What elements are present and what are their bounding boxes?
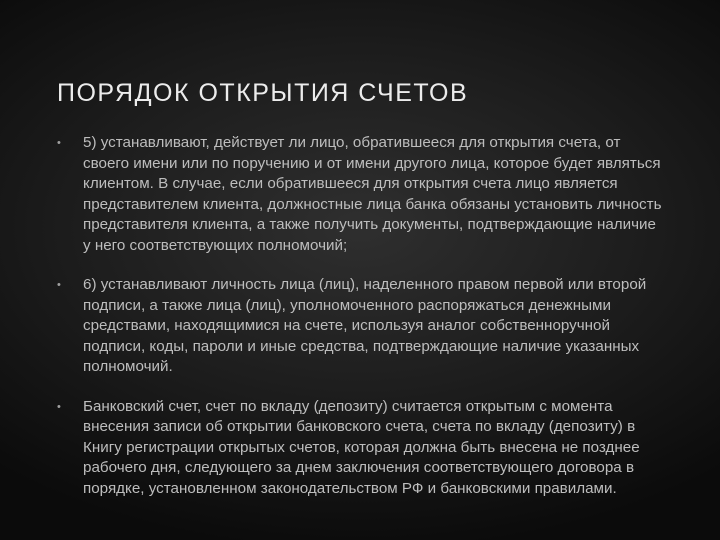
bullet-text: 5) устанавливают, действует ли лицо, обратившееся для открытия счета, от своего имени или по поручению и от имени другого лица, которое будет являться клиентом. В случае, если обратившееся для открытия счета лицо является представителем клиента, должностные лица банка обязаны установить личность представителя клиента, а также получить документы, подтверждающие наличие у него соответствующих полномочий; [83, 134, 662, 254]
slide-title: ПОРЯДОК ОТКРЫТИЯ СЧЕТОВ [57, 79, 469, 107]
bullet-dot-icon: • [57, 400, 61, 413]
bullet-dot-icon: • [57, 279, 61, 291]
bullet-text: 6) устанавливают личность лица (лиц), наделенного правом первой или второй подписи, а также лица (лиц), уполномоченного распоряжаться денежными средствами, находящимися на счете, используя аналог собственноручной подписи, коды, пароли и иные средства, подтверждающие наличие указанных полномочий. [83, 276, 647, 375]
bullet-item [57, 275, 667, 378]
bullet-text: Банковский счет, счет по вкладу (депозиту) считается открытым с момента внесения записи об открытии банковского счета, счета по вкладу (депозиту) в Книгу регистрации открытых счетов, которая должна быть внесена не позднее рабочего дня, следующего за днем заключения соответствующего договора в порядке, установленном законодательством РФ и банковскими правилами. [83, 397, 640, 497]
bullet-dot-icon: • [57, 137, 61, 149]
bullet-item [57, 397, 667, 500]
bullet-list [57, 133, 667, 518]
bullet-item [57, 133, 667, 256]
